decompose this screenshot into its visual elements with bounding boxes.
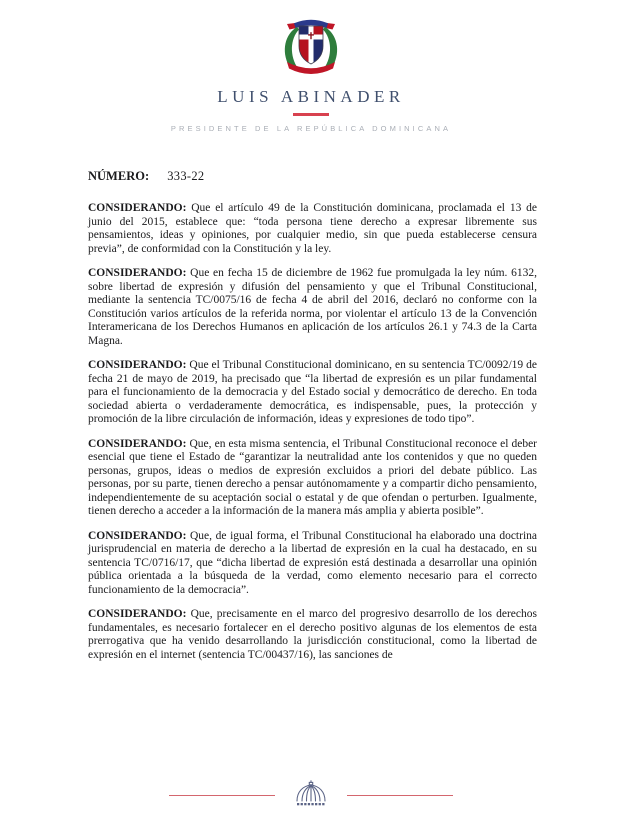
dominican-republic-coat-of-arms-icon (273, 13, 349, 77)
document-number-label: NÚMERO: (88, 169, 150, 183)
considerando-paragraph-6 (88, 608, 537, 662)
national-palace-dome-icon (290, 780, 332, 810)
considerando-text: Que, de igual forma, el Tribunal Constitucional ha elaborado una doctrina jurisprudencial en materia de derecho a la libertad de expresión en la cual ha destacado, en su sentencia TC/0716/17, que “dicha libertad de expresión está destinada a desarrollar una opinión pública orientada a la búsqueda de la verdad, como elemento necesario para el correcto funcionamiento de la democracia”. (88, 529, 537, 596)
header-divider-rule (293, 113, 329, 116)
considerando-label: CONSIDERANDO: (88, 608, 187, 620)
considerando-label: CONSIDERANDO: (88, 437, 187, 450)
footer-right-rule (347, 795, 453, 796)
considerando-label: CONSIDERANDO: (88, 267, 187, 279)
considerando-paragraph-5 (88, 530, 537, 598)
considerando-label: CONSIDERANDO: (88, 359, 187, 371)
considerando-text: Que, precisamente en el marco del progresivo desarrollo de los derechos fundamentales, es necesario fortalecer en el derecho positivo algunas de los elementos de esta prerrogativa que ha venido desarrollando la jurisdicción constitucional, como la libertad de expresión en el internet (sentencia TC/00437/16), las sanciones de (88, 608, 537, 661)
document-footer (0, 778, 622, 812)
considerando-paragraph-1 (88, 202, 537, 256)
document-number-line (88, 169, 537, 184)
document-header (0, 0, 622, 133)
considerando-text: Que el Tribunal Constitucional dominicano, en su sentencia TC/0092/19 de fecha 21 de mayo de 2019, ha precisado que “la libertad de expresión es un pilar fundamental para el funcionamiento de la democracia y del Estado social y democrático de derecho. En toda sociedad abierta o verdaderamente democrática, es indispensable, pues, la protección y promoción de la libre circulación de información, ideas y expresiones de todo tipo”. (88, 359, 537, 425)
considerando-text: Que en fecha 15 de diciembre de 1962 fue promulgada la ley núm. 6132, sobre libertad de expresión y difusión del pensamiento y que el Tribunal Constitucional, mediante la sentencia TC/0075/16 de fecha 4 de abril del 2016, declaró no conforme con la Constitución varios artículos de la referida norma, por violentar el artículo 13 de la Convención Interamericana de los Derechos Humanos en aplicación de los artículos 26.1 y 74.3 de la Carta Magna. (88, 267, 538, 347)
document-body (0, 169, 622, 662)
considerando-label: CONSIDERANDO: (88, 529, 187, 542)
president-title: PRESIDENTE DE LA REPÚBLICA DOMINICANA (170, 124, 452, 133)
considerando-label: CONSIDERANDO: (88, 202, 187, 214)
document-number-value: 333-22 (167, 169, 205, 183)
considerando-paragraph-4 (88, 438, 537, 519)
considerando-paragraph-3 (88, 359, 537, 427)
president-name: LUIS ABINADER (217, 87, 405, 106)
considerando-paragraph-2 (88, 267, 537, 348)
considerando-text: Que el artículo 49 de la Constitución dominicana, proclamada el 13 de junio del 2015, establece que: “toda persona tiene derecho a expresar libremente sus pensamientos, ideas y opiniones, por cualquier medio, sin que pueda establecerse censura previa”, de conformidad con la Constitución y la ley. (88, 202, 537, 255)
footer-left-rule (169, 795, 275, 796)
considerando-text: Que, en esta misma sentencia, el Tribunal Constitucional reconoce el deber esencial que tiene el Estado de “garantizar la neutralidad ante los contenidos y que no queden personas, grupos, ideas o medios de expresión excluidos a priori del debate público. Las personas, por su parte, tienen derecho a pensar autónomamente y a compartir dicho pensamiento, independientemente de su aceptación social o estatal y de que ofendan o perturben. Igualmente, tienen derecho a acceder a la información de la manera más amplia y abierta posible”. (88, 437, 537, 517)
